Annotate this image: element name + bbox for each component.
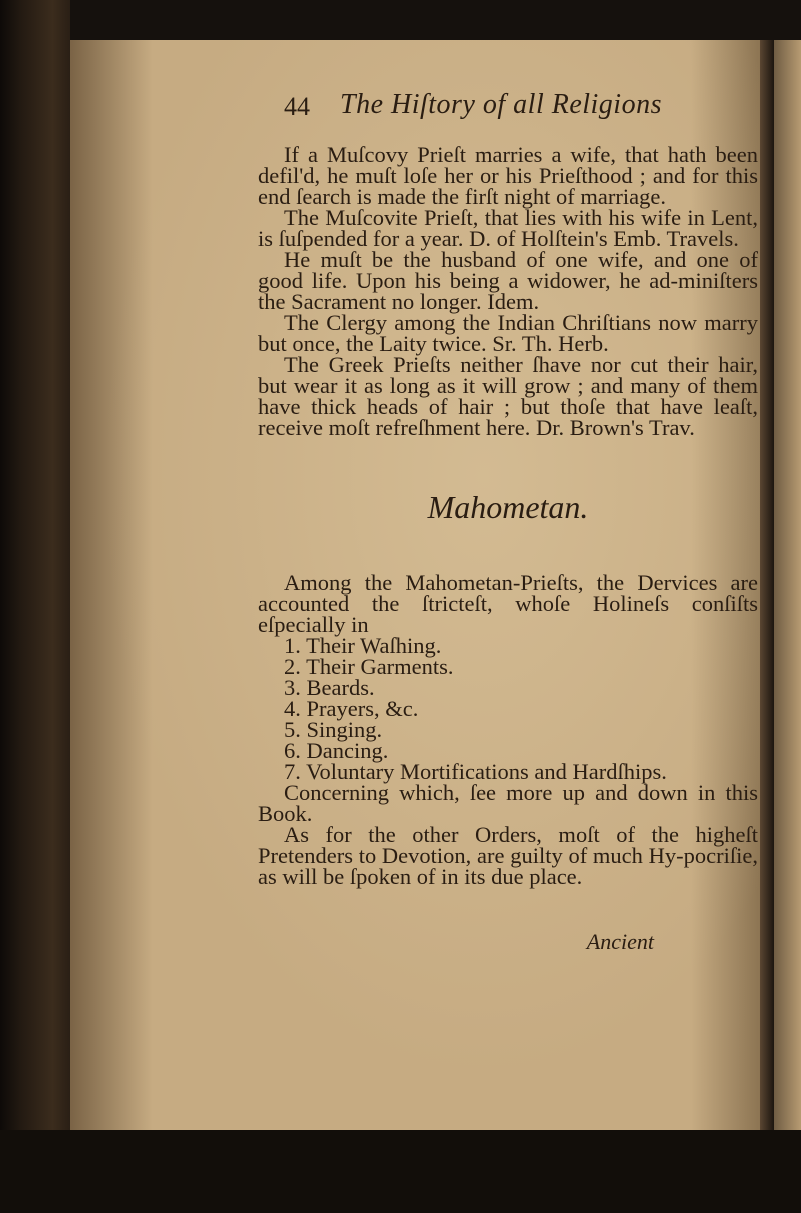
paragraph: Concerning which, ſee more up and down in this Book. <box>258 780 758 826</box>
facing-page-edge <box>774 40 801 1130</box>
catchword: Ancient <box>586 929 654 954</box>
paragraph: The Greek Prieſts neither ſhave nor cut their hair, but wear it as long as it will grow ; and many of them have thick heads of hair ; but thoſe that have leaſt, receive moſt refreſhment here. Dr. Brown's Trav. <box>258 352 758 440</box>
page-header <box>258 89 758 144</box>
numbered-list <box>258 635 758 782</box>
page-number: 44 <box>284 92 310 121</box>
list-item: 4. Prayers, &c. <box>284 696 419 721</box>
section-heading: Mahometan. <box>427 489 589 525</box>
paragraph: If a Muſcovy Prieſt marries a wife, that hath been defil'd, he muſt loſe her or his Prieſthood ; and for this end ſearch is made the firſt night of marriage. <box>258 142 758 209</box>
list-item: 3. Beards. <box>284 675 375 700</box>
scan-bottom-edge <box>0 1130 801 1213</box>
paragraph: As for the other Orders, moſt of the higheſt Pretenders to Devotion, are guilty of much Hy-pocriſie, as will be ſpoken of in its due place. <box>258 822 758 889</box>
list-item: 2. Their Garments. <box>284 654 454 679</box>
page-text <box>258 89 758 954</box>
scan-left-edge <box>0 0 70 1213</box>
list-item: 7. Voluntary Mortifications and Hardſhips. <box>284 759 667 784</box>
list-item: 5. Singing. <box>284 717 383 742</box>
paragraph: He muſt be the husband of one wife, and one of good life. Upon his being a widower, he ad-miniſters the Sacrament no longer. Idem. <box>258 247 758 314</box>
paragraph: The Clergy among the Indian Chriſtians now marry but once, the Laity twice. Sr. Th. Herb. <box>258 310 758 356</box>
list-item: 6. Dancing. <box>284 738 389 763</box>
running-title: The Hiſtory of all Religions <box>340 89 662 120</box>
list-item: 1. Their Waſhing. <box>284 633 442 658</box>
book-gutter <box>760 40 774 1130</box>
paragraph: The Muſcovite Prieſt, that lies with his wife in Lent, is ſuſpended for a year. D. of Holſtein's Emb. Travels. <box>258 205 758 251</box>
intro-paragraph: Among the Mahometan-Prieſts, the Dervices are accounted the ſtricteſt, whoſe Holineſs conſiſts eſpecially in <box>258 570 758 637</box>
